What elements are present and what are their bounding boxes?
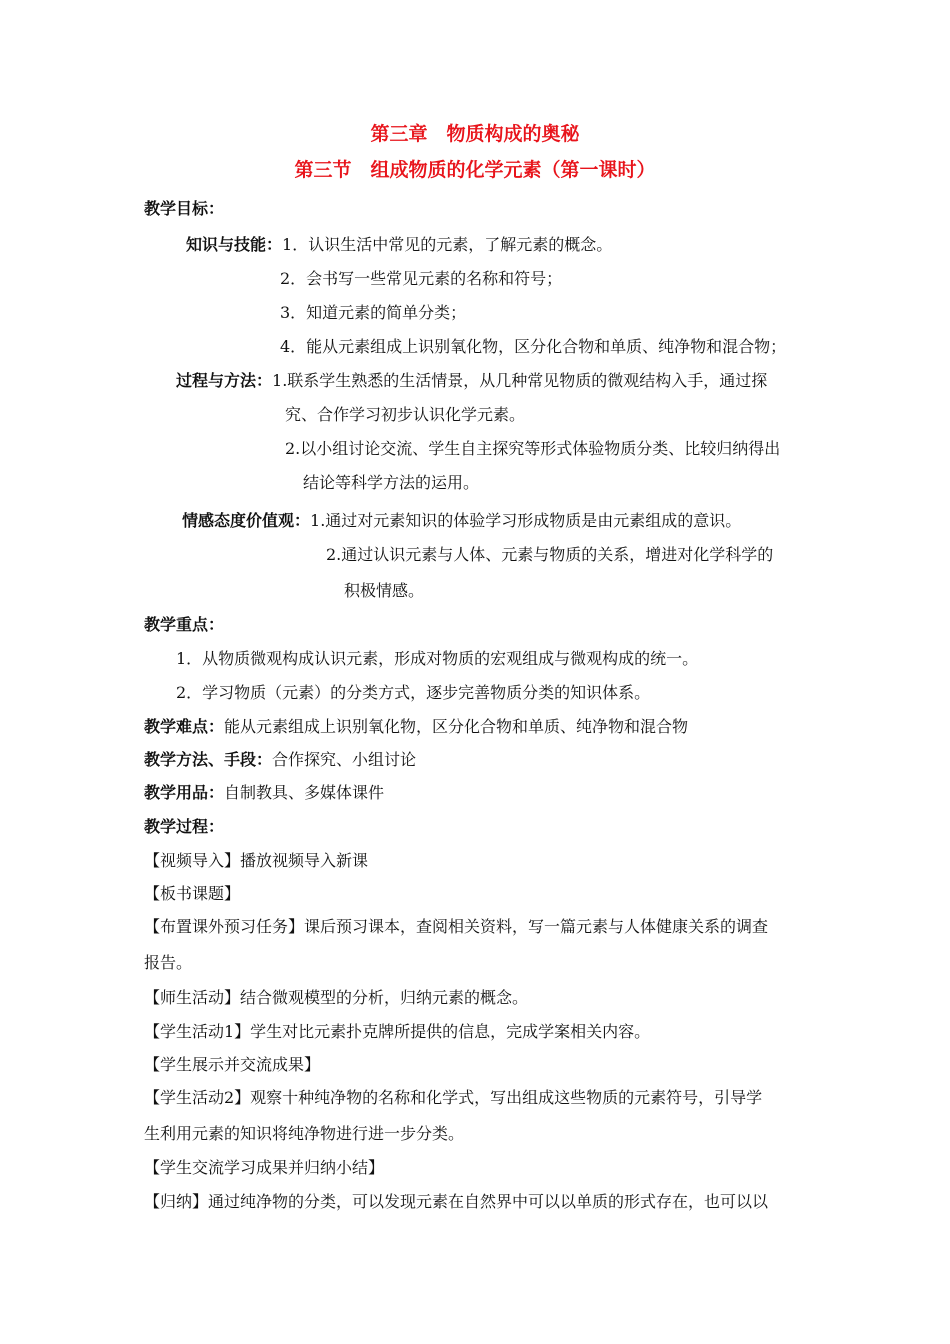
emotion-line-1 <box>182 510 741 532</box>
process-item: 结论等科学方法的运用。 <box>303 473 480 492</box>
process-line-1 <box>176 370 767 392</box>
step-line: 【学生活动1】学生对比元素扑克牌所提供的信息，完成学案相关内容。 <box>144 1022 651 1041</box>
difficulty-label: 教学难点： <box>144 717 225 736</box>
supplies-text: 自制教具、多媒体课件 <box>224 783 385 802</box>
difficulty-text: 能从元素组成上识别氧化物，区分化合物和单质、纯净物和混合物 <box>224 717 689 736</box>
knowledge-item: 1．认识生活中常见的元素，了解元素的概念。 <box>282 235 613 254</box>
knowledge-label: 知识与技能： <box>186 235 283 254</box>
key-point-item: 2．学习物质（元素）的分类方式，逐步完善物质分类的知识体系。 <box>176 683 651 702</box>
emotion-label: 情感态度价值观： <box>182 511 311 530</box>
step-line: 【学生活动2】观察十种纯净物的名称和化学式，写出组成这些物质的元素符号，引导学 <box>144 1088 763 1107</box>
step-line: 【布置课外预习任务】课后预习课本，查阅相关资料，写一篇元素与人体健康关系的调查 <box>144 917 769 936</box>
step-line: 【师生活动】结合微观模型的分析，归纳元素的概念。 <box>144 988 529 1007</box>
knowledge-item: 4．能从元素组成上识别氧化物，区分化合物和单质、纯净物和混合物； <box>280 337 787 356</box>
process-label: 过程与方法： <box>176 371 273 390</box>
process-heading: 教学过程： <box>144 817 225 836</box>
difficulty-line <box>144 716 688 738</box>
step-line: 【学生展示并交流成果】 <box>144 1055 321 1074</box>
process-item: 究、合作学习初步认识化学元素。 <box>285 405 526 424</box>
step-line: 【视频导入】播放视频导入新课 <box>144 851 369 870</box>
emotion-item: 积极情感。 <box>344 581 425 600</box>
step-line: 生利用元素的知识将纯净物进行进一步分类。 <box>144 1124 465 1143</box>
knowledge-item: 2．会书写一些常见元素的名称和符号； <box>280 269 563 288</box>
step-line: 【学生交流学习成果并归纳小结】 <box>144 1158 385 1177</box>
key-points-heading: 教学重点： <box>144 615 225 634</box>
chapter-title: 第三章 物质构成的奥秘 <box>370 123 580 145</box>
knowledge-line-1 <box>186 234 612 256</box>
step-line: 【板书课题】 <box>144 884 241 903</box>
methods-label: 教学方法、手段： <box>144 750 273 769</box>
knowledge-item: 3．知道元素的简单分类； <box>280 303 467 322</box>
process-item: 2.以小组讨论交流、学生自主探究等形式体验物质分类、比较归纳得出 <box>285 439 781 458</box>
methods-line <box>144 749 416 771</box>
key-point-item: 1．从物质微观构成认识元素，形成对物质的宏观组成与微观构成的统一。 <box>176 649 699 668</box>
process-item: 1.联系学生熟悉的生活情景，从几种常见物质的微观结构入手，通过探 <box>272 371 768 390</box>
methods-text: 合作探究、小组讨论 <box>272 750 417 769</box>
section-title: 第三节 组成物质的化学元素（第一课时） <box>294 159 656 181</box>
step-line: 报告。 <box>144 953 193 972</box>
supplies-line <box>144 782 384 804</box>
step-line: 【归纳】通过纯净物的分类，可以发现元素在自然界中可以以单质的形式存在，也可以以 <box>144 1192 769 1211</box>
supplies-label: 教学用品： <box>144 783 225 802</box>
objectives-heading: 教学目标： <box>144 199 225 218</box>
emotion-item: 1.通过对元素知识的体验学习形成物质是由元素组成的意识。 <box>310 511 742 530</box>
emotion-item: 2.通过认识元素与人体、元素与物质的关系，增进对化学科学的 <box>326 545 774 564</box>
